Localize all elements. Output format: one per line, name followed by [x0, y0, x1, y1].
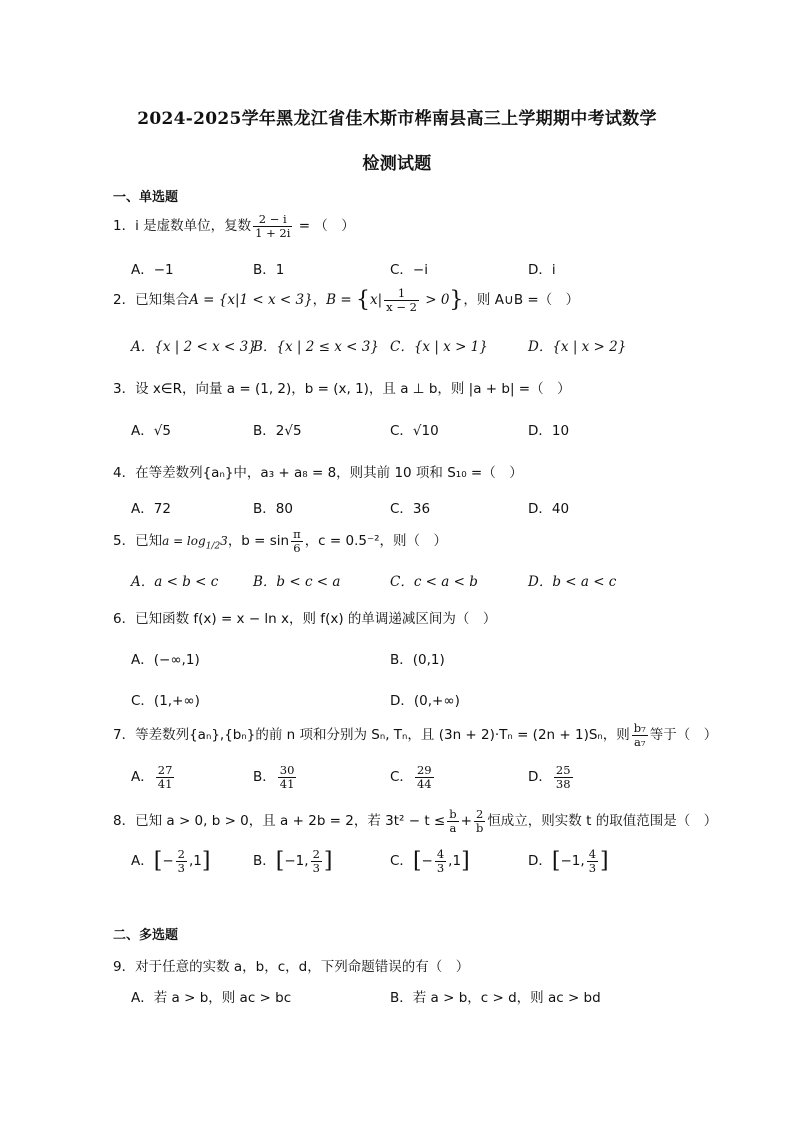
- question-9: 9．对于任意的实数 a，b，c，d，下列命题错误的有（ ）: [113, 959, 470, 975]
- q5-option-a: A．a < b < c: [131, 574, 219, 590]
- q5-option-c: C．c < a < b: [390, 574, 478, 590]
- fraction: $\frac{2 - i}{1 + 2i}$: [255, 212, 291, 240]
- q2-option-a: A．{x | 2 < x < 3}: [131, 339, 257, 355]
- page-title: 2024-2025学年黑龙江省佳木斯市桦南县高三上学期期中考试数学: [137, 109, 657, 129]
- question-5: 5．已知$a = \log_{1/2}3$，b = sin $\frac{\pi}{6}$ ，c = 0.5⁻²，则（ ）: [113, 527, 448, 555]
- section-single-choice: 一、单选题: [113, 190, 179, 205]
- q3-option-b: B．2√5: [253, 423, 302, 439]
- q3-option-c: C．√10: [390, 423, 439, 439]
- q8-option-a: A．[− $\frac{2}{3}$ ,1]: [131, 847, 211, 875]
- q1-option-d: D．i: [528, 262, 556, 278]
- q6-option-a: A．(−∞,1): [131, 652, 200, 668]
- q8-option-d: D．[−1, $\frac{4}{3}$ ]: [528, 847, 609, 875]
- page-title-line2: 检测试题: [362, 154, 432, 174]
- question-1: 1．i 是虚数单位，复数 $\frac{2 - i}{1 + 2i}$ = （ ）: [113, 212, 355, 240]
- q5-option-b: B．b < c < a: [253, 574, 341, 590]
- q2-option-b: B．{x | 2 ≤ x < 3}: [253, 339, 379, 355]
- question-2: 2．已知集合A = {x|1 < x < 3}，B = {x| $\frac{1}{x - 2}$ > 0}，则 A∪B =（ ）: [113, 286, 580, 314]
- q7-option-c: C． $\frac{29}{44}$: [390, 763, 432, 791]
- q6-option-d: D．(0,+∞): [390, 693, 460, 709]
- q1-option-c: C．−i: [390, 262, 428, 278]
- q1-option-b: B．1: [253, 262, 285, 278]
- q7-option-d: D． $\frac{25}{38}$: [528, 763, 571, 791]
- q4-option-a: A．72: [131, 501, 171, 517]
- q4-option-d: D．40: [528, 501, 570, 517]
- q4-option-b: B．80: [253, 501, 293, 517]
- q6-option-b: B．(0,1): [390, 652, 445, 668]
- question-6: 6．已知函数 f(x) = x − ln x，则 f(x) 的单调递减区间为（ ）: [113, 611, 497, 627]
- q9-option-b: B．若 a > b，c > d，则 ac > bd: [390, 990, 601, 1006]
- q5-option-d: D．b < a < c: [528, 574, 617, 590]
- question-3: 3．设 x∈R，向量 a = (1, 2)，b = (x, 1)，且 a ⊥ b，则 |a + b| =（ ）: [113, 381, 571, 397]
- q7-option-b: B． $\frac{30}{41}$: [253, 763, 295, 791]
- section-multiple-choice: 二、多选题: [113, 928, 179, 943]
- question-8: 8．已知 a > 0, b > 0，且 a + 2b = 2，若 3t² − t ≤ $\frac{b}{a}$ + $\frac{2}{b}$ 恒成立，则实数 t 的取值范围是（ ）: [113, 807, 718, 835]
- q9-option-a: A．若 a > b，则 ac > bc: [131, 990, 292, 1006]
- q8-option-c: C．[− $\frac{4}{3}$ ,1]: [390, 847, 470, 875]
- q3-option-d: D．10: [528, 423, 570, 439]
- q7-option-a: A． $\frac{27}{41}$: [131, 763, 173, 791]
- q4-option-c: C．36: [390, 501, 431, 517]
- question-7: 7．等差数列{aₙ},{bₙ}的前 n 项和分别为 Sₙ, Tₙ，且 (3n + 2)·Tₙ = (2n + 1)Sₙ，则 $\frac{\text{b₇}}{\text{a₇}}$ 等于（ ）: [113, 721, 718, 749]
- q2-option-c: C．{x | x > 1}: [390, 339, 488, 355]
- q6-option-c: C．(1,+∞): [131, 693, 200, 709]
- q1-option-a: A．−1: [131, 262, 174, 278]
- question-4: 4．在等差数列{aₙ}中，a₃ + a₈ = 8，则其前 10 项和 S₁₀ =（ ）: [113, 465, 523, 481]
- q8-option-b: B．[−1, $\frac{2}{3}$ ]: [253, 847, 333, 875]
- q3-option-a: A．√5: [131, 423, 171, 439]
- q2-option-d: D．{x | x > 2}: [528, 339, 627, 355]
